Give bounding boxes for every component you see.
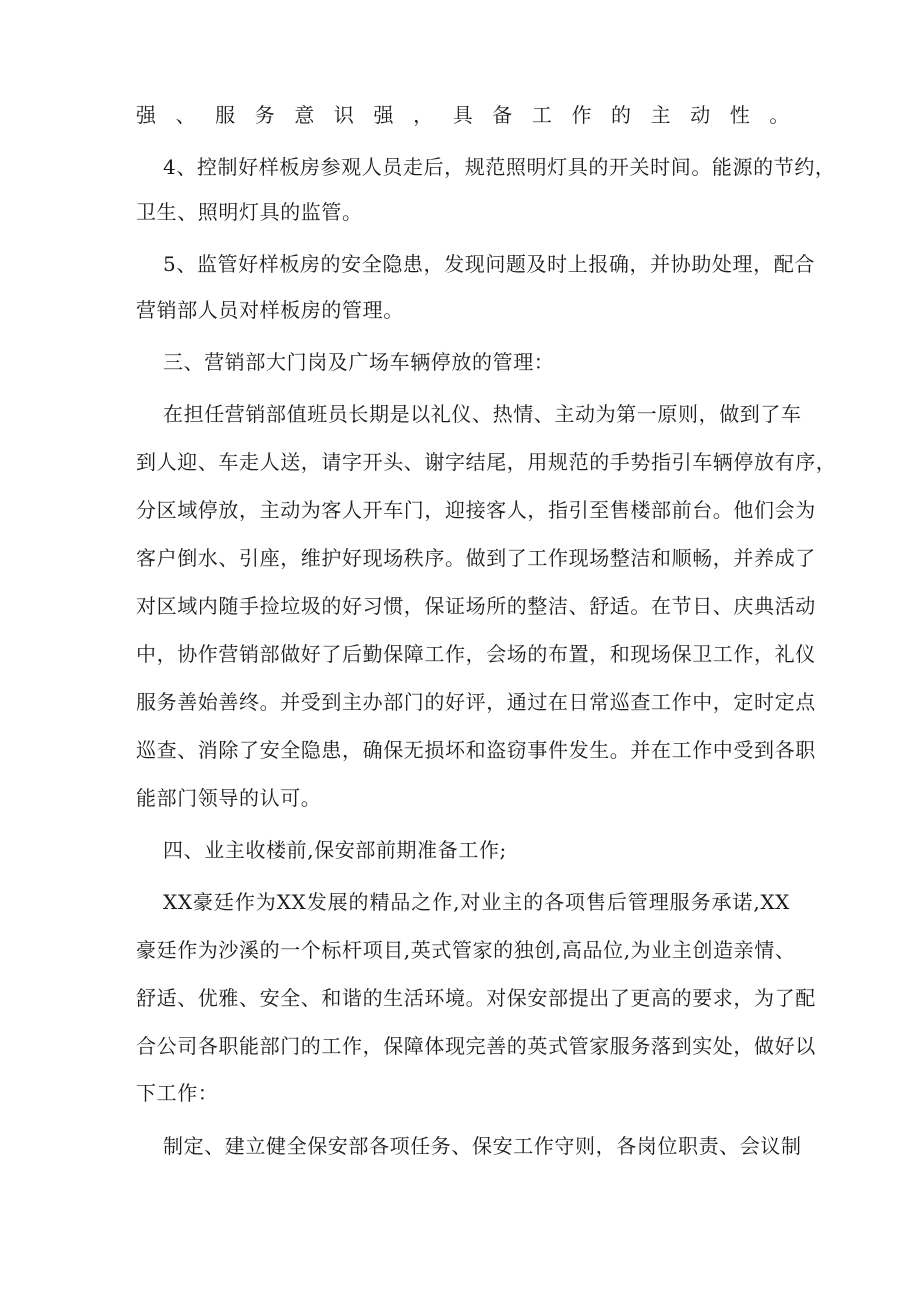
text-line: XX豪廷作为XX发展的精品之作,对业主的各项售后管理服务承诺,XX	[163, 890, 790, 914]
text-line: 下工作：	[136, 1081, 219, 1105]
text-line: 5、监管好样板房的安全隐患，发现问题及时上报确，并协助处理，配合	[163, 252, 815, 276]
text-line: 巡查、消除了安全隐患，确保无损坏和盗窃事件发生。并在工作中受到各职	[136, 738, 816, 762]
text-line: 能部门领导的认可。	[136, 786, 322, 810]
section-heading: 四、业主收楼前,保安部前期准备工作;	[163, 838, 507, 862]
text-line: 强、服务意识强，具备工作的主动性。	[136, 103, 790, 127]
text-line: 卫生、照明灯具的监管。	[136, 200, 363, 224]
text-line: 服务善始善终。并受到主办部门的好评，通过在日常巡查工作中，定时定点	[136, 690, 816, 714]
text-line: 对区域内随手捡垃圾的好习惯，保证场所的整洁、舒适。在节日、庆典活动	[136, 594, 816, 618]
text-line: 营销部人员对样板房的管理。	[136, 298, 404, 322]
text-line: 在担任营销部值班员长期是以礼仪、热情、主动为第一原则，做到了车	[163, 402, 802, 426]
text-line: 制定、建立健全保安部各项任务、保安工作守则，各岗位职责、会议制	[163, 1134, 802, 1158]
text-line: 客户倒水、引座，维护好现场秩序。做到了工作现场整洁和顺畅，并养成了	[136, 546, 816, 570]
text-line: 豪廷作为沙溪的一个标杆项目,英式管家的独创,高品位,为业主创造亲情、	[136, 938, 796, 962]
text-line: 舒适、优雅、安全、和谐的生活环境。对保安部提出了更高的要求，为了配	[136, 986, 816, 1010]
text-line: 分区域停放，主动为客人开车门，迎接客人，指引至售楼部前台。他们会为	[136, 498, 816, 522]
text-line: 4、控制好样板房参观人员走后，规范照明灯具的开关时间。能源的节约，	[163, 155, 836, 179]
text-line: 合公司各职能部门的工作，保障体现完善的英式管家服务落到实处，做好以	[136, 1034, 816, 1058]
section-heading: 三、营销部大门岗及广场车辆停放的管理：	[163, 350, 555, 374]
text-line: 中，协作营销部做好了后勤保障工作，会场的布置，和现场保卫工作，礼仪	[136, 642, 816, 666]
text-line: 到人迎、车走人送，请字开头、谢字结尾，用规范的手势指引车辆停放有序，	[136, 450, 837, 474]
